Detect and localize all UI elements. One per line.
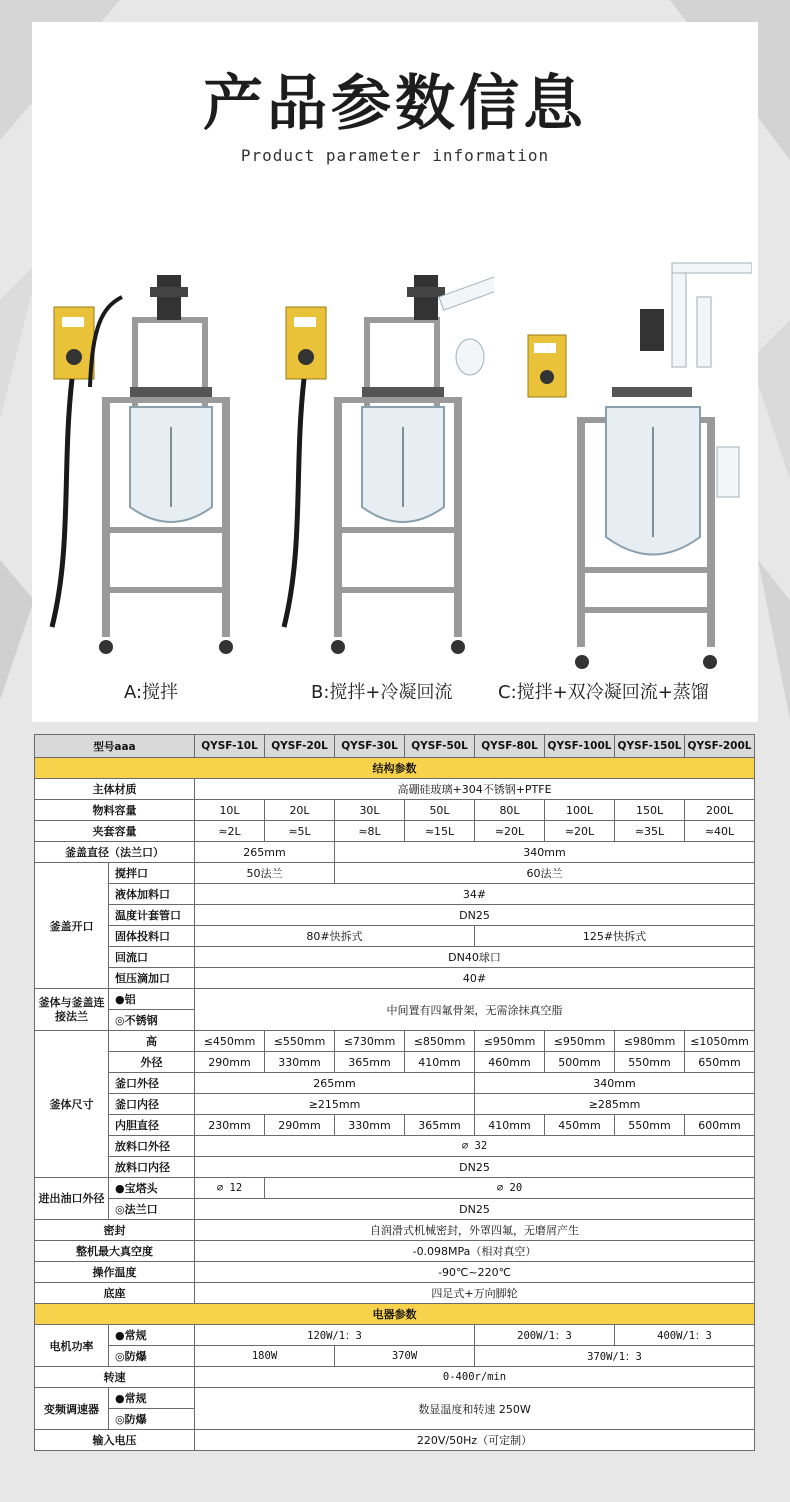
cell: ≤950mm bbox=[545, 1031, 615, 1052]
table-row bbox=[35, 1199, 755, 1220]
caption-c: C:搅拌+双冷凝回流+蒸馏 bbox=[498, 682, 709, 703]
row-label: 釜盖直径（法兰口） bbox=[35, 842, 195, 863]
model-cell: QYSF-10L bbox=[195, 735, 265, 758]
option-label: ●铝 bbox=[109, 989, 195, 1010]
option-label: ◎法兰口 bbox=[109, 1199, 195, 1220]
cell: ≤980mm bbox=[615, 1031, 685, 1052]
row-label: 温度计套管口 bbox=[109, 905, 195, 926]
table-row bbox=[35, 842, 755, 863]
cell: 60法兰 bbox=[335, 863, 755, 884]
table-row bbox=[35, 821, 755, 842]
reactor-c-image bbox=[522, 237, 752, 677]
row-group-label: 电机功率 bbox=[35, 1325, 109, 1367]
row-label: 搅拌口 bbox=[109, 863, 195, 884]
model-label: 型号aaa bbox=[35, 735, 195, 758]
cell: 数显温度和转速 250W bbox=[195, 1388, 755, 1430]
cell: -0.098MPa（相对真空） bbox=[195, 1241, 755, 1262]
cell: 220V/50Hz（可定制） bbox=[195, 1430, 755, 1451]
option-label: ◎不锈钢 bbox=[109, 1010, 195, 1031]
table-row bbox=[35, 968, 755, 989]
cell: 20L bbox=[265, 800, 335, 821]
cell: 400W/1：3 bbox=[615, 1325, 755, 1346]
cell: ≤1050mm bbox=[685, 1031, 755, 1052]
row-label: 液体加料口 bbox=[109, 884, 195, 905]
caption-a: A:搅拌 bbox=[124, 682, 179, 703]
row-label: 放料口外径 bbox=[109, 1136, 195, 1157]
cell: 200W/1：3 bbox=[475, 1325, 615, 1346]
cell: 125#快拆式 bbox=[475, 926, 755, 947]
table-row bbox=[35, 989, 755, 1010]
cell: ≈2L bbox=[195, 821, 265, 842]
table-row bbox=[35, 1073, 755, 1094]
cell: 0-400r/min bbox=[195, 1367, 755, 1388]
cell: 600mm bbox=[685, 1115, 755, 1136]
cell: ⌀ 12 bbox=[195, 1178, 265, 1199]
cell: 265mm bbox=[195, 1073, 475, 1094]
option-label: ◎防爆 bbox=[109, 1346, 195, 1367]
section-row bbox=[35, 758, 755, 779]
table-row bbox=[35, 1094, 755, 1115]
model-cell: QYSF-30L bbox=[335, 735, 405, 758]
cell: 180W bbox=[195, 1346, 335, 1367]
table-row bbox=[35, 884, 755, 905]
cell: 80#快拆式 bbox=[195, 926, 475, 947]
cell: 410mm bbox=[475, 1115, 545, 1136]
cell: ≈8L bbox=[335, 821, 405, 842]
cell: 80L bbox=[475, 800, 545, 821]
cell: DN25 bbox=[195, 1157, 755, 1178]
cell: 10L bbox=[195, 800, 265, 821]
model-cell: QYSF-80L bbox=[475, 735, 545, 758]
row-label: 固体投料口 bbox=[109, 926, 195, 947]
cell: 自润滑式机械密封，外罩四氟，无磨屑产生 bbox=[195, 1220, 755, 1241]
section-electric: 电器参数 bbox=[35, 1304, 755, 1325]
table-row bbox=[35, 800, 755, 821]
row-label: 恒压滴加口 bbox=[109, 968, 195, 989]
cell: DN25 bbox=[195, 1199, 755, 1220]
cell: ≈40L bbox=[685, 821, 755, 842]
option-label: ●常规 bbox=[109, 1325, 195, 1346]
spec-table bbox=[34, 734, 755, 1451]
cell: 340mm bbox=[335, 842, 755, 863]
cell: ≤850mm bbox=[405, 1031, 475, 1052]
cell: 30L bbox=[335, 800, 405, 821]
cell: 340mm bbox=[475, 1073, 755, 1094]
cell: ⌀ 32 bbox=[195, 1136, 755, 1157]
cell: ≤450mm bbox=[195, 1031, 265, 1052]
cell: 330mm bbox=[335, 1115, 405, 1136]
table-row bbox=[35, 1283, 755, 1304]
table-row bbox=[35, 1346, 755, 1367]
row-group-label: 釜盖开口 bbox=[35, 863, 109, 989]
cell: ⌀ 20 bbox=[265, 1178, 755, 1199]
row-group-label: 釜体与釜盖连接法兰 bbox=[35, 989, 109, 1031]
cell: 50法兰 bbox=[195, 863, 335, 884]
row-label: 转速 bbox=[35, 1367, 195, 1388]
caption-b: B:搅拌+冷凝回流 bbox=[311, 682, 453, 703]
cell: ≥215mm bbox=[195, 1094, 475, 1115]
model-cell: QYSF-200L bbox=[685, 735, 755, 758]
cell: 40# bbox=[195, 968, 755, 989]
table-row bbox=[35, 1388, 755, 1409]
row-label: 釜口内径 bbox=[109, 1094, 195, 1115]
cell: 120W/1：3 bbox=[195, 1325, 475, 1346]
cell: ≤730mm bbox=[335, 1031, 405, 1052]
table-row bbox=[35, 1241, 755, 1262]
table-row bbox=[35, 779, 755, 800]
cell: 460mm bbox=[475, 1052, 545, 1073]
table-header-row bbox=[35, 735, 755, 758]
spec-table-container bbox=[34, 734, 754, 1451]
cell: 290mm bbox=[265, 1115, 335, 1136]
table-row bbox=[35, 1115, 755, 1136]
table-row bbox=[35, 1430, 755, 1451]
model-cell: QYSF-20L bbox=[265, 735, 335, 758]
row-group-label: 釜体尺寸 bbox=[35, 1031, 109, 1178]
row-label: 底座 bbox=[35, 1283, 195, 1304]
row-label: 整机最大真空度 bbox=[35, 1241, 195, 1262]
reactor-a-image bbox=[42, 247, 242, 677]
page-subtitle: Product parameter information bbox=[240, 146, 550, 165]
model-cell: QYSF-150L bbox=[615, 735, 685, 758]
row-label: 夹套容量 bbox=[35, 821, 195, 842]
option-label: ●常规 bbox=[109, 1388, 195, 1409]
table-row bbox=[35, 1178, 755, 1199]
row-label: 物料容量 bbox=[35, 800, 195, 821]
cell: 330mm bbox=[265, 1052, 335, 1073]
row-group-label: 变频调速器 bbox=[35, 1388, 109, 1430]
cell: ≈20L bbox=[545, 821, 615, 842]
cell: 650mm bbox=[685, 1052, 755, 1073]
cell: 高硼硅玻璃+304不锈钢+PTFE bbox=[195, 779, 755, 800]
table-row bbox=[35, 1220, 755, 1241]
option-label: ◎防爆 bbox=[109, 1409, 195, 1430]
table-row bbox=[35, 863, 755, 884]
cell: 200L bbox=[685, 800, 755, 821]
table-row bbox=[35, 905, 755, 926]
cell: 290mm bbox=[195, 1052, 265, 1073]
cell: -90℃~220℃ bbox=[195, 1262, 755, 1283]
cell: ≈5L bbox=[265, 821, 335, 842]
reactor-b-image bbox=[274, 247, 494, 677]
row-label: 输入电压 bbox=[35, 1430, 195, 1451]
cell: 中间置有四氟骨架，无需涂抹真空脂 bbox=[195, 989, 755, 1031]
cell: 150L bbox=[615, 800, 685, 821]
table-row bbox=[35, 1031, 755, 1052]
model-cell: QYSF-100L bbox=[545, 735, 615, 758]
cell: ≈20L bbox=[475, 821, 545, 842]
table-row bbox=[35, 1325, 755, 1346]
row-label: 高 bbox=[109, 1031, 195, 1052]
table-row bbox=[35, 1262, 755, 1283]
table-row bbox=[35, 1157, 755, 1178]
cell: 50L bbox=[405, 800, 475, 821]
cell: 410mm bbox=[405, 1052, 475, 1073]
row-group-label: 进出油口外径 bbox=[35, 1178, 109, 1220]
cell: ≈35L bbox=[615, 821, 685, 842]
cell: 550mm bbox=[615, 1052, 685, 1073]
table-row bbox=[35, 926, 755, 947]
table-row bbox=[35, 1367, 755, 1388]
page-title: 产品参数信息 bbox=[203, 69, 587, 139]
cell: 四足式+万向脚轮 bbox=[195, 1283, 755, 1304]
cell: ≤550mm bbox=[265, 1031, 335, 1052]
row-label: 内胆直径 bbox=[109, 1115, 195, 1136]
cell: DN25 bbox=[195, 905, 755, 926]
cell: 365mm bbox=[405, 1115, 475, 1136]
cell: 100L bbox=[545, 800, 615, 821]
row-label: 密封 bbox=[35, 1220, 195, 1241]
row-label: 主体材质 bbox=[35, 779, 195, 800]
row-label: 操作温度 bbox=[35, 1262, 195, 1283]
cell: 370W/1：3 bbox=[475, 1346, 755, 1367]
table-row bbox=[35, 1136, 755, 1157]
table-row bbox=[35, 1052, 755, 1073]
product-card bbox=[32, 22, 758, 722]
cell: 365mm bbox=[335, 1052, 405, 1073]
cell: 34# bbox=[195, 884, 755, 905]
cell: 500mm bbox=[545, 1052, 615, 1073]
row-label: 回流口 bbox=[109, 947, 195, 968]
cell: 450mm bbox=[545, 1115, 615, 1136]
section-structure: 结构参数 bbox=[35, 758, 755, 779]
row-label: 釜口外径 bbox=[109, 1073, 195, 1094]
cell: 550mm bbox=[615, 1115, 685, 1136]
section-row bbox=[35, 1304, 755, 1325]
cell: ≤950mm bbox=[475, 1031, 545, 1052]
cell: ≥285mm bbox=[475, 1094, 755, 1115]
model-cell: QYSF-50L bbox=[405, 735, 475, 758]
table-row bbox=[35, 947, 755, 968]
row-label: 外径 bbox=[109, 1052, 195, 1073]
cell: 370W bbox=[335, 1346, 475, 1367]
cell: DN40球口 bbox=[195, 947, 755, 968]
cell: 265mm bbox=[195, 842, 335, 863]
cell: ≈15L bbox=[405, 821, 475, 842]
row-label: 放料口内径 bbox=[109, 1157, 195, 1178]
cell: 230mm bbox=[195, 1115, 265, 1136]
option-label: ●宝塔头 bbox=[109, 1178, 195, 1199]
